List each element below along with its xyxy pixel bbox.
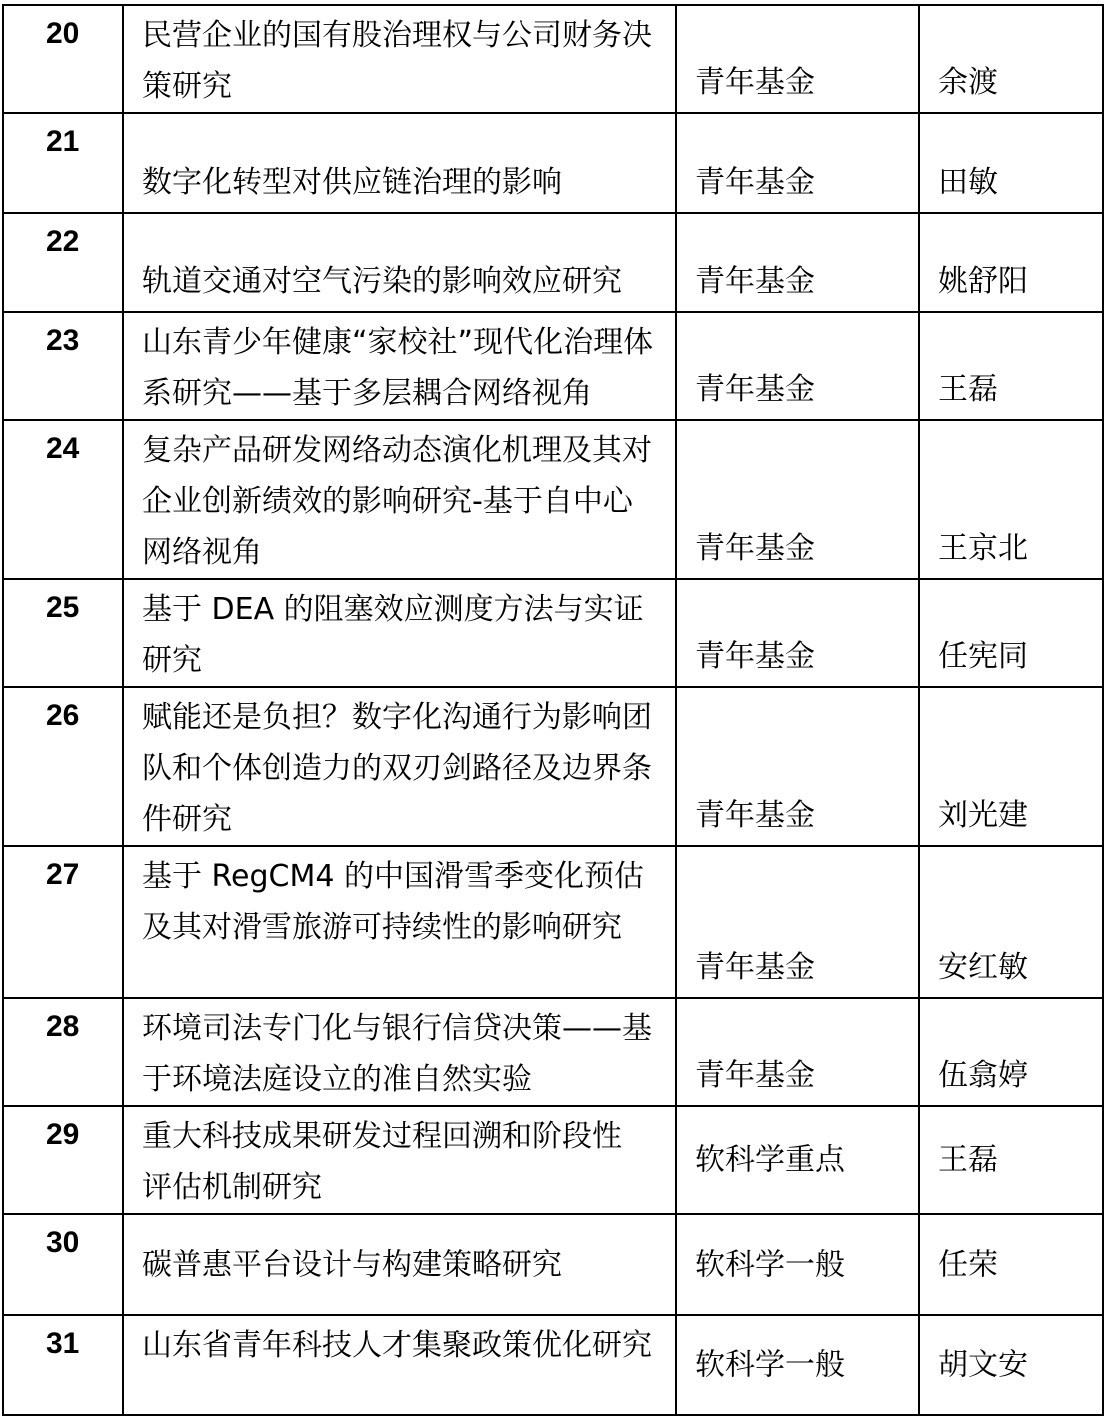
table-row	[3, 5, 1103, 113]
project-title-cell	[123, 420, 676, 579]
row-number-cell	[3, 1315, 123, 1415]
project-title-cell	[123, 5, 676, 113]
row-number: 27	[46, 858, 80, 891]
person-cell	[919, 1315, 1103, 1415]
project-title: 环境司法专门化与银行信贷决策——基于环境法庭设立的准自然实验	[142, 1011, 652, 1097]
fund-type-cell	[676, 5, 919, 113]
project-title: 山东省青年科技人才集聚政策优化研究	[142, 1328, 652, 1363]
fund-type: 软科学重点	[695, 1142, 845, 1178]
row-number: 30	[46, 1226, 80, 1259]
project-title-cell	[123, 846, 676, 998]
fund-type-cell	[676, 687, 919, 846]
fund-type-cell	[676, 1315, 919, 1415]
person-name: 胡文安	[938, 1347, 1028, 1383]
fund-type: 软科学一般	[695, 1347, 845, 1383]
project-table	[2, 4, 1104, 1416]
project-title: 民营企业的国有股治理权与公司财务决策研究	[142, 18, 652, 104]
row-number: 21	[46, 125, 80, 158]
person-name: 任宪同	[938, 639, 1028, 674]
row-number: 20	[46, 17, 80, 50]
person-cell	[919, 113, 1103, 213]
fund-type: 青年基金	[695, 798, 815, 833]
table-row	[3, 312, 1103, 420]
person-cell	[919, 5, 1103, 113]
project-title: 轨道交通对空气污染的影响效应研究	[142, 264, 622, 299]
project-title: 赋能还是负担？数字化沟通行为影响团队和个体创造力的双刃剑路径及边界条件研究	[142, 700, 652, 837]
fund-type-cell	[676, 1214, 919, 1315]
fund-type-cell	[676, 312, 919, 420]
row-number-cell	[3, 998, 123, 1106]
project-title-cell	[123, 579, 676, 687]
fund-type: 青年基金	[695, 65, 815, 100]
fund-type: 青年基金	[695, 639, 815, 674]
project-title-cell	[123, 213, 676, 312]
project-title-cell	[123, 1106, 676, 1214]
table-row	[3, 998, 1103, 1106]
project-title: 山东青少年健康“家校社”现代化治理体系研究——基于多层耦合网络视角	[142, 325, 654, 411]
project-title-cell	[123, 998, 676, 1106]
project-title: 基于 RegCM4 的中国滑雪季变化预估及其对滑雪旅游可持续性的影响研究	[142, 859, 644, 945]
person-name: 刘光建	[938, 798, 1028, 833]
fund-type: 软科学一般	[695, 1247, 845, 1282]
project-title: 重大科技成果研发过程回溯和阶段性评估机制研究	[142, 1119, 622, 1205]
row-number-cell	[3, 1214, 123, 1315]
person-cell	[919, 1106, 1103, 1214]
fund-type: 青年基金	[695, 165, 815, 200]
person-cell	[919, 312, 1103, 420]
person-cell	[919, 846, 1103, 998]
project-title-cell	[123, 113, 676, 213]
fund-type: 青年基金	[695, 372, 815, 407]
row-number: 22	[46, 225, 80, 258]
row-number: 29	[46, 1118, 80, 1151]
person-name: 余渡	[938, 65, 998, 100]
person-name: 姚舒阳	[938, 264, 1028, 299]
fund-type: 青年基金	[695, 1058, 815, 1093]
table-row	[3, 1315, 1103, 1415]
fund-type: 青年基金	[695, 264, 815, 299]
row-number-cell	[3, 213, 123, 312]
person-name: 伍翕婷	[938, 1058, 1028, 1093]
fund-type-cell	[676, 998, 919, 1106]
table-row	[3, 579, 1103, 687]
row-number-cell	[3, 687, 123, 846]
person-cell	[919, 998, 1103, 1106]
row-number-cell	[3, 579, 123, 687]
person-name: 王磊	[938, 372, 998, 407]
row-number: 24	[46, 432, 80, 465]
row-number: 31	[46, 1327, 80, 1360]
project-title: 碳普惠平台设计与构建策略研究	[142, 1247, 562, 1282]
fund-type-cell	[676, 579, 919, 687]
person-name: 王京北	[938, 531, 1028, 566]
project-title: 基于 DEA 的阻塞效应测度方法与实证研究	[142, 592, 644, 678]
table-row	[3, 1106, 1103, 1214]
project-table-body	[3, 5, 1103, 1415]
row-number: 25	[46, 591, 80, 624]
table-row	[3, 687, 1103, 846]
row-number-cell	[3, 1106, 123, 1214]
table-row	[3, 846, 1103, 998]
row-number: 26	[46, 699, 80, 732]
fund-type-cell	[676, 113, 919, 213]
row-number-cell	[3, 113, 123, 213]
fund-type-cell	[676, 420, 919, 579]
row-number-cell	[3, 5, 123, 113]
person-cell	[919, 1214, 1103, 1315]
row-number-cell	[3, 420, 123, 579]
person-cell	[919, 213, 1103, 312]
project-title: 数字化转型对供应链治理的影响	[142, 165, 562, 200]
project-title-cell	[123, 312, 676, 420]
table-row	[3, 213, 1103, 312]
person-cell	[919, 420, 1103, 579]
project-title: 复杂产品研发网络动态演化机理及其对企业创新绩效的影响研究-基于自中心网络视角	[142, 433, 652, 570]
row-number: 23	[46, 324, 80, 357]
project-title-cell	[123, 687, 676, 846]
fund-type-cell	[676, 213, 919, 312]
project-title-cell	[123, 1315, 676, 1415]
row-number: 28	[46, 1010, 80, 1043]
row-number-cell	[3, 846, 123, 998]
person-cell	[919, 687, 1103, 846]
fund-type-cell	[676, 1106, 919, 1214]
project-title-cell	[123, 1214, 676, 1315]
table-row	[3, 113, 1103, 213]
person-name: 任荣	[938, 1247, 998, 1282]
table-row	[3, 1214, 1103, 1315]
fund-type-cell	[676, 846, 919, 998]
fund-type: 青年基金	[695, 531, 815, 566]
person-name: 田敏	[938, 165, 998, 200]
fund-type: 青年基金	[695, 950, 815, 985]
table-row	[3, 420, 1103, 579]
row-number-cell	[3, 312, 123, 420]
person-cell	[919, 579, 1103, 687]
person-name: 安红敏	[938, 950, 1028, 985]
person-name: 王磊	[938, 1142, 998, 1178]
